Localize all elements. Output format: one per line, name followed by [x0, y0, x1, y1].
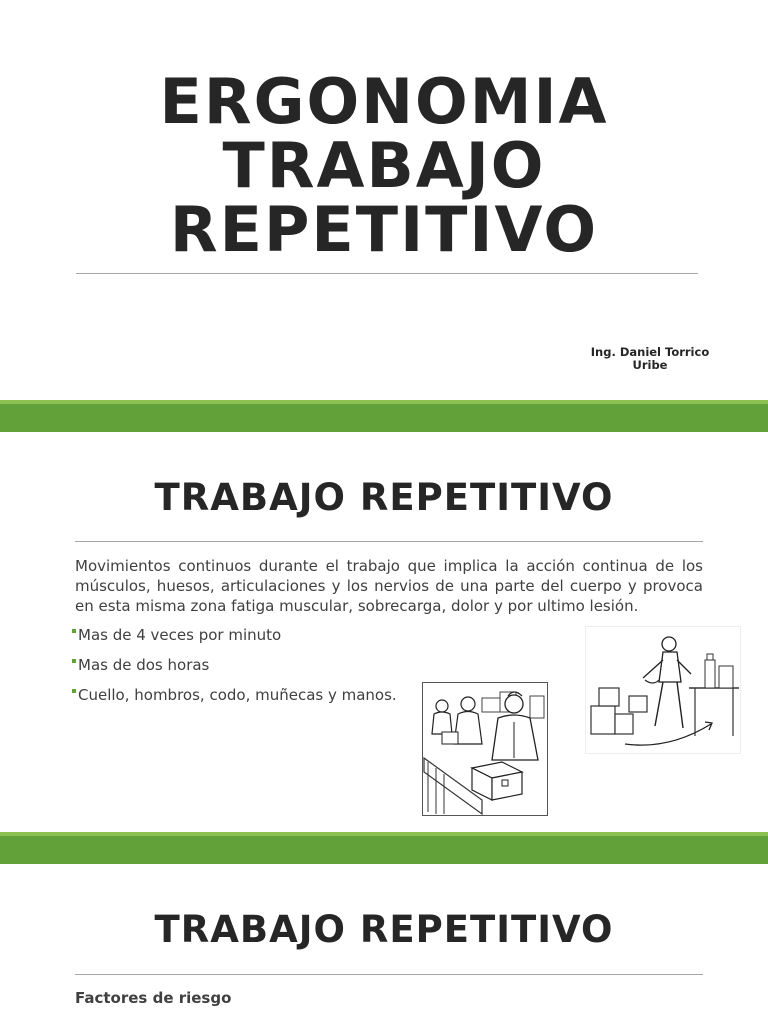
list-item-text: Mas de dos horas [78, 656, 210, 674]
bullet-marker [72, 659, 76, 663]
title-line-1: ERGONOMIA [159, 65, 609, 138]
criteria-list [72, 625, 412, 715]
section-subtitle: Factores de riesgo [75, 989, 232, 1007]
list-item-text: Cuello, hombros, codo, muñecas y manos. [78, 686, 397, 704]
list-item [72, 625, 412, 645]
slide-heading: TRABAJO REPETITIVO [154, 908, 614, 951]
bullet-marker [72, 689, 76, 693]
title-line-2: TRABAJO [222, 129, 546, 202]
separator-highlight [0, 832, 768, 836]
slide-separator-band [0, 400, 768, 432]
heading-divider [75, 974, 703, 975]
worker-lifting-boxes-illustration [585, 626, 741, 754]
list-item [72, 655, 412, 675]
slide-heading: TRABAJO REPETITIVO [154, 476, 614, 519]
slide-title-page [0, 0, 768, 400]
definition-paragraph: Movimientos continuos durante el trabajo que implica la acción continua de los músculos, huesos, articulaciones y los nervios de una parte del cuerpo y provoca en esta misma zona fatiga muscular, sobrecarga, dolor y por ultimo lesión. [75, 557, 703, 615]
title-divider [76, 273, 698, 274]
author-line-1: Ing. Daniel Torrico [590, 345, 710, 359]
title-line-3: REPETITIVO [169, 193, 599, 266]
presentation-title [0, 65, 768, 266]
separator-highlight [0, 400, 768, 404]
heading-divider [75, 541, 703, 542]
list-item-text: Mas de 4 veces por minuto [78, 626, 282, 644]
slide-trabajo-repetitivo [0, 432, 768, 832]
slide-separator-band [0, 832, 768, 864]
bullet-marker [72, 629, 76, 633]
author-name [590, 346, 710, 372]
author-line-2: Uribe [632, 358, 668, 372]
list-item [72, 685, 412, 705]
slide-factores-de-riesgo [0, 864, 768, 1024]
assembly-line-workers-illustration [422, 682, 548, 816]
